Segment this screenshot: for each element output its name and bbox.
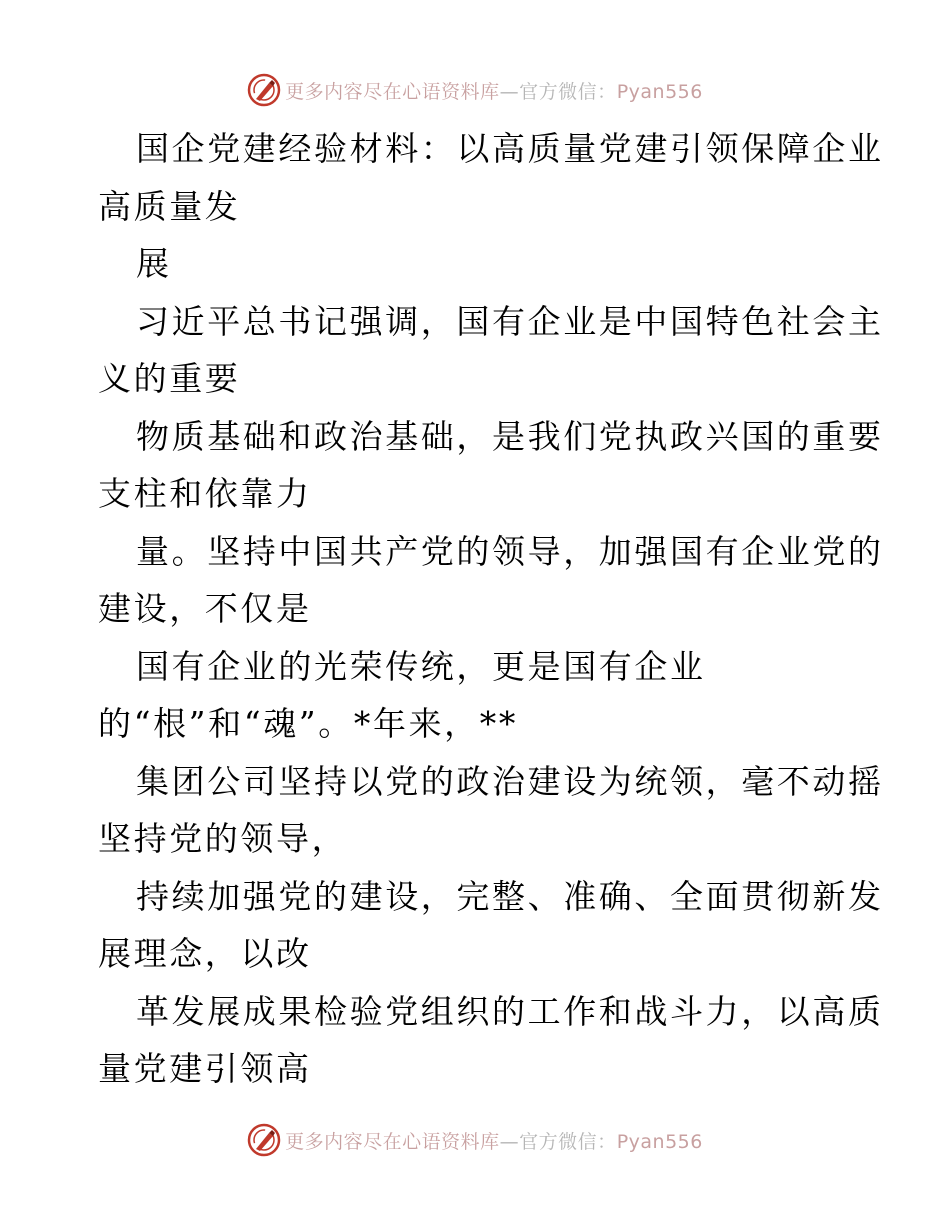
text-line: 坚持党的领导， — [98, 819, 348, 858]
footer-banner — [0, 1120, 950, 1160]
title-line: 国企党建经验材料：以高质量党建引领保障企业 — [136, 129, 884, 168]
text-line: 义的重要 — [98, 359, 241, 398]
text-line: 展 — [136, 244, 172, 283]
text-line: 持续加强党的建设，完整、准确、全面贯彻新发 — [136, 876, 884, 916]
banner-wechat-id: Pyan556 — [616, 1130, 703, 1153]
text-line: 习近平总书记强调，国有企业是中国特色社会主 — [136, 301, 884, 341]
text-line: 物质基础和政治基础，是我们党执政兴国的重要 — [136, 416, 884, 456]
banner-wechat-label: 官方微信： — [519, 1130, 617, 1153]
banner-wechat-label: 官方微信： — [519, 80, 617, 103]
text-line: 高质量发 — [98, 186, 241, 226]
header-banner — [0, 70, 950, 110]
banner-text — [285, 77, 703, 104]
banner-main-text: 更多内容尽在心语资料库 — [285, 80, 500, 103]
text-line: 国有企业的光荣传统，更是国有企业 — [136, 646, 706, 686]
banner-wechat-id: Pyan556 — [616, 80, 703, 103]
pen-logo-icon — [247, 1123, 281, 1157]
text-line: 量党建引领高 — [98, 1049, 312, 1088]
text-line: 支柱和依靠力 — [98, 474, 312, 513]
pen-logo-icon — [247, 73, 281, 107]
text-line: 的“根”和“魂”。*年来，** — [98, 704, 518, 743]
banner-main-text: 更多内容尽在心语资料库 — [285, 1130, 500, 1153]
text-line: 量。坚持中国共产党的领导，加强国有企业党的 — [136, 531, 884, 571]
document-body — [98, 120, 884, 1098]
banner-separator: — — [499, 1130, 520, 1153]
text-line: 革发展成果检验党组织的工作和战斗力，以高质 — [136, 991, 884, 1031]
text-line: 建设，不仅是 — [98, 589, 312, 628]
text-line: 展理念，以改 — [98, 934, 312, 973]
text-line: 集团公司坚持以党的政治建设为统领，毫不动摇 — [136, 761, 884, 801]
banner-text — [285, 1127, 703, 1154]
banner-separator: — — [499, 80, 520, 103]
